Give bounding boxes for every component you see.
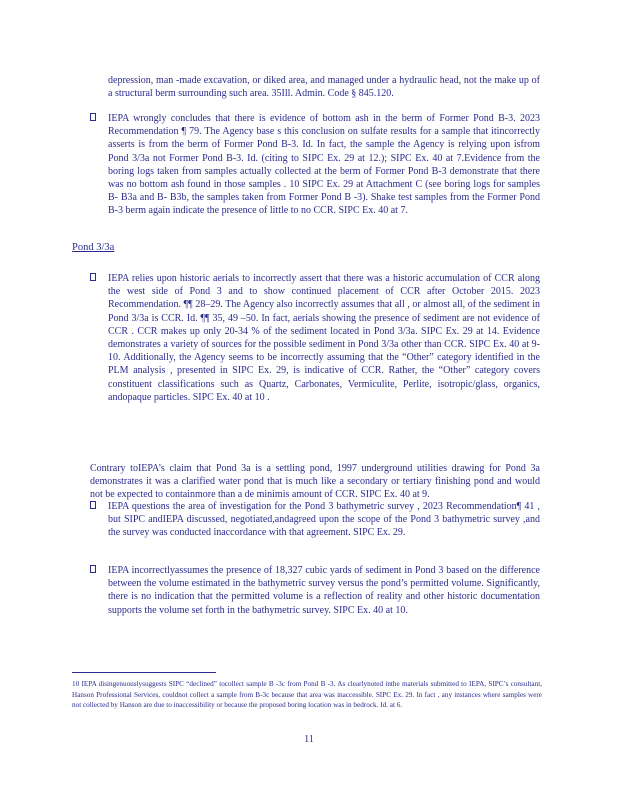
page-number: 11 [304, 734, 314, 745]
bullet-text: IEPA incorrectlyassumes the presence of 18,327 cubic yards of sediment in Pond 3 based on the difference between the volume estimated in the bathymetric survey versus the pond’s permitted volume. Significantly, there is no indication that the permitted volume is a reflection of reality and other historic documentation supports the volume set forth in the bathymetric survey. SIPC Ex. 40 at 10. [108, 565, 540, 616]
footnote-divider [72, 672, 216, 673]
bullet-text: IEPA wrongly concludes that there is evidence of bottom ash in the berm of Former Pond B-3. 2023 Recommendation ¶ 79. The Agency base s this conclusion on sulfate results for a sample that itincorrectly asserts is from the berm of Former Pond B-3. Id. In fact, the sample the Agency is relying upon isfrom Pond 3/3a not Former Pond B-3. Id. (citing to SIPC Ex. 29 at 12.); SIPC Ex. 40 at 7.Evidence from the boring logs taken from samples actually collected at the berm of Former Pond B-3 demonstrate that there was no bottom ash found in those samples . 10 SIPC Ex. 29 at Attachment C (see boring logs for samples B- B3a and B- B3b, the samples taken from Former Pond B -3). Shake test samples from the Former Pond B-3 berm again indicate the presence of little to no CCR. SIPC Ex. 40 at 7. [108, 113, 540, 217]
bullet-icon [90, 273, 96, 281]
bullet-text: IEPA questions the area of investigation for the Pond 3 bathymetric survey , 2023 Recommendation¶ 41 , but SIPC andIEPA discussed, negotiated,andagreed upon the scope of the Pond 3 bathymetric survey ,and the survey was conducted inaccordance with that agreement. SIPC Ex. 29. [108, 501, 540, 539]
bullet-sediment-volume [108, 564, 540, 617]
bullet-text: IEPA relies upon historic aerials to incorrectly assert that there was a historic accumulation of CCR along the west side of Pond 3 and to show continued placement of CCR after October 2015. 2023 Recommendation. ¶¶ 28–29. The Agency also incorrectly assumes that all , or almost all, of the sediment in Pond 3/3a is CCR. Id. ¶¶ 35, 49 –50. In fact, aerials showing the presence of sediment are not evidence of CCR . CCR makes up only 20-34 % of the sediment located in Pond 3/3a. SIPC Ex. 29 at 14. Evidence demonstrates a variety of sources for the possible sediment in Pond 3/3a other than CCR. SIPC Ex. 40 at 9-10. Additionally, the Agency seems to be incorrectly assuming that the “Other” category identified in the PLM analysis , presented in SIPC Ex. 29, is indicative of CCR. Rather, the “Other” category covers constituent classifications such as Quartz, Carbonates, Vermiculite, Perlite, isotropic/glass, organics, andopaque particles. SIPC Ex. 40 at 10 . [108, 273, 540, 403]
bullet-icon [90, 501, 96, 509]
bullet-icon [90, 565, 96, 573]
contrary-paragraph: Contrary toIEPA’s claim that Pond 3a is a settling pond, 1997 underground utilities drawing for Pond 3a demonstrates it was a clarified water pond that is much like a secondary or tertiary finishing pond and would not be expected to containmore than a de minimis amount of CCR. SIPC Ex. 40 at 9. [90, 463, 540, 501]
bullet-bathymetric-area [108, 500, 540, 540]
bullet-historic-aerials [108, 272, 540, 404]
footnote-10: 10 IEPA disingenuouslysuggests SIPC “declined” tocollect sample B -3c from Pond B -3. As clearlynoted inthe materials submitted to IEPA, SIPC’s consultant, Hanson Professional Services, couldnot collect a sample from B-3c because that area was inaccessible. SIPC Ex. 29. In fact , any instances where samples were not collected by Hanson are due to inaccessibility or because the proposed boring location was in bedrock. Id. at 6. [72, 680, 542, 709]
section-heading: Pond 3/3a [72, 242, 115, 253]
bullet-icon [90, 113, 96, 121]
bullet-berm-ash [108, 112, 540, 218]
continuation-paragraph: depression, man -made excavation, or diked area, and managed under a hydraulic head, not the make up of a structural berm surrounding such area. 35Ill. Admin. Code § 845.120. [108, 75, 540, 100]
